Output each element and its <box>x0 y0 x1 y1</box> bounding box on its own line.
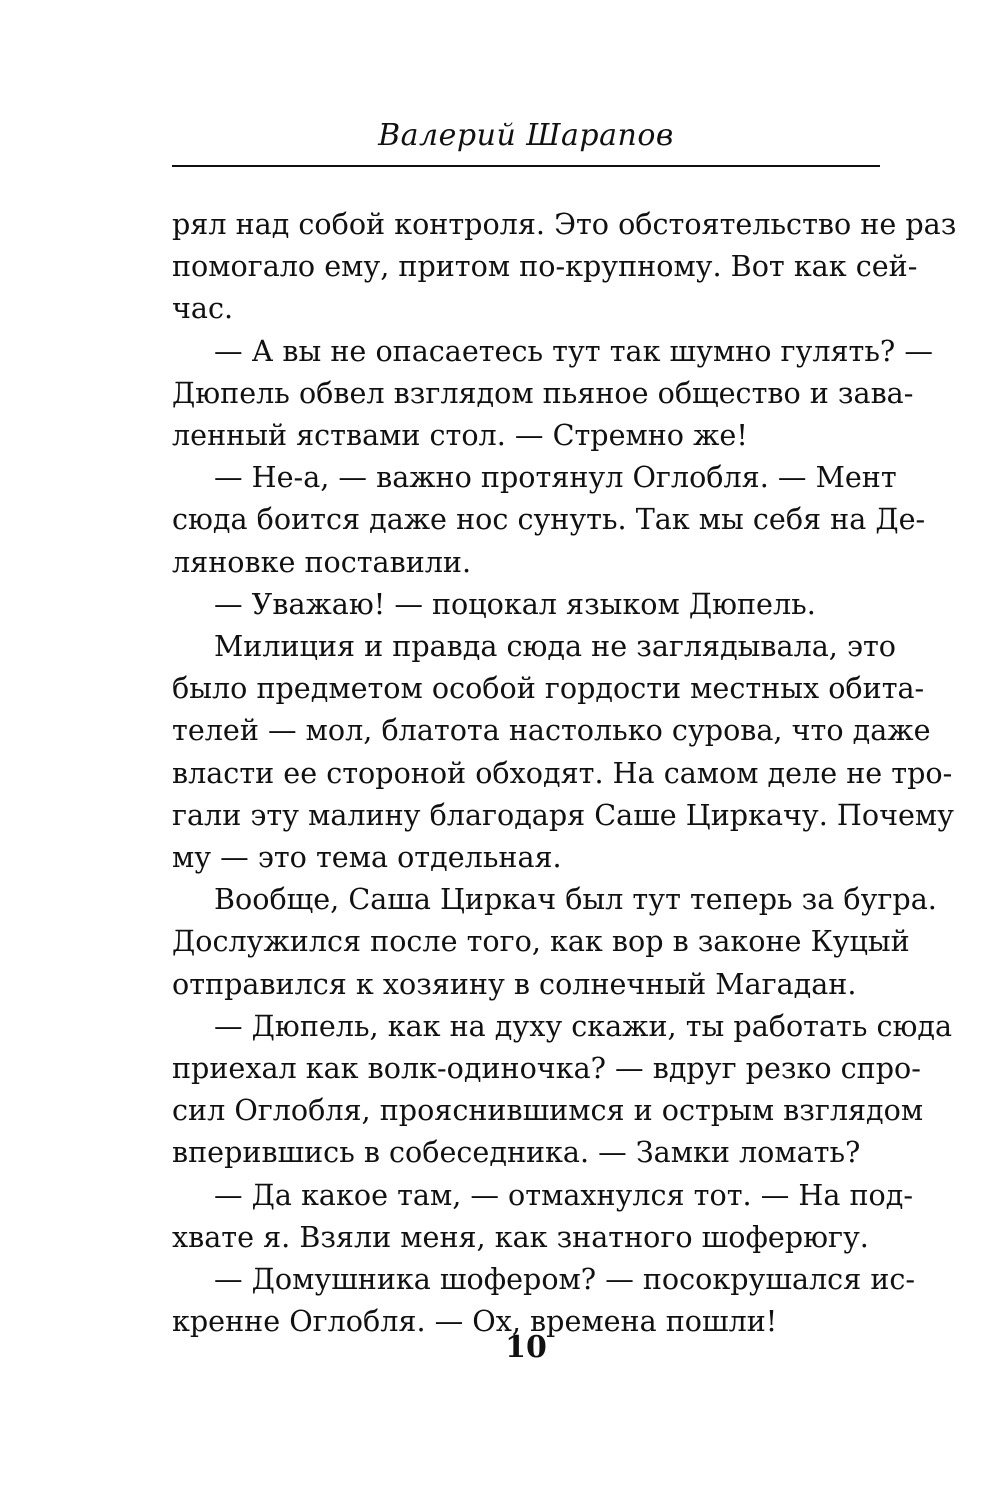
text-line: ляновке поставили. <box>172 544 472 579</box>
text-line: — Не-а, — важно протянул Оглобля. — Мент <box>214 460 897 495</box>
header-rule <box>172 165 880 167</box>
text-line: приехал как волк-одиночка? — вдруг резко спро- <box>172 1051 921 1086</box>
text-line: рял над собой контроля. Это обстоятельство не раз <box>172 207 957 241</box>
text-line: телей — мол, блатота настолько сурова, что даже <box>172 713 931 748</box>
text-line: му — это тема отдельная. <box>172 840 562 875</box>
text-line: сюда боится даже нос сунуть. Так мы себя на Де- <box>172 502 926 537</box>
text-line: сил Оглобля, прояснившимся и острым взглядом <box>172 1093 924 1128</box>
text-line: — А вы не опасаетесь тут так шумно гулять? — <box>214 333 933 368</box>
body-text <box>172 203 957 1342</box>
text-line: Дюпель обвел взглядом пьяное общество и зава- <box>172 375 914 410</box>
text-line: Дослужился после того, как вор в законе Куцый <box>172 924 910 959</box>
text-line: кренне Оглобля. — Ох, времена пошли! <box>172 1304 778 1339</box>
text-line: — Уважаю! — поцокал языком Дюпель. <box>214 586 816 621</box>
text-line: вперившись в собеседника. — Замки ломать? <box>172 1135 861 1170</box>
text-line: ленный яствами стол. — Стремно же! <box>172 418 748 453</box>
text-line: Вообще, Саша Циркач был тут теперь за бугра. <box>214 882 937 917</box>
text-line: — Дюпель, как на духу скажи, ты работать сюда <box>214 1008 953 1043</box>
text-line: помогало ему, притом по-крупному. Вот как сей- <box>172 249 918 284</box>
text-line: отправился к хозяину в солнечный Магадан. <box>172 966 857 1001</box>
text-line: власти ее стороной обходят. На самом деле не тро- <box>172 755 953 790</box>
text-line: гали эту малину благодаря Саше Циркачу. Почему <box>172 797 954 832</box>
text-line: хвате я. Взяли меня, как знатного шоферюгу. <box>172 1219 869 1254</box>
text-line: — Да какое там, — отмахнулся тот. — На под- <box>214 1177 914 1212</box>
running-head-author: Валерий Шарапов <box>378 118 674 153</box>
text-line: час. <box>172 291 234 326</box>
text-line: было предметом особой гордости местных обита- <box>172 671 925 706</box>
text-line: — Домушника шофером? — посокрушался ис- <box>214 1262 916 1297</box>
page-number: 10 <box>505 1330 547 1365</box>
text-line: Милиция и правда сюда не заглядывала, это <box>214 629 897 664</box>
